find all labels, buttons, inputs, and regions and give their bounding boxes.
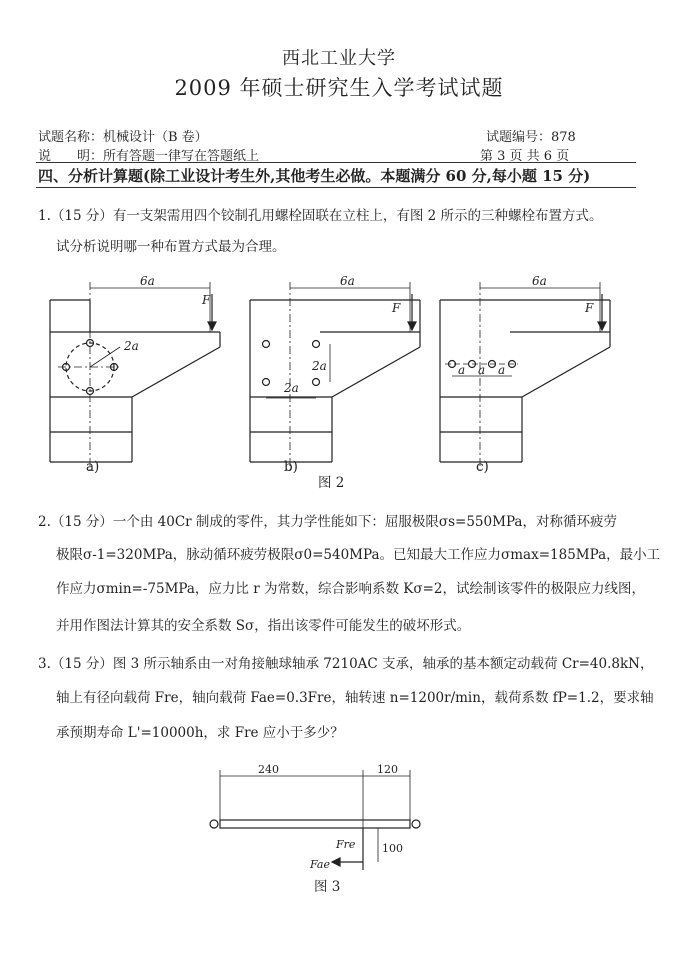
section-rule: [36, 187, 636, 188]
bracket-a: [50, 282, 220, 472]
section-title: 四、分析计算题(除工业设计考生外,其他考生必做。本题满分 60 分,每小题 15 分): [38, 167, 591, 185]
fig-3-dim-240: 240: [258, 763, 279, 776]
fig-a-dim-2a: 2a: [124, 339, 139, 353]
fig-b-dim-2a-vertical: 2a: [312, 359, 327, 373]
fig-3-dim-120: 120: [377, 763, 398, 776]
q3-line-3: 承预期寿命 L'=10000h，求 Fre 应小于多少？: [56, 725, 344, 741]
fig-b-dim-2a-horizontal: 2a: [284, 381, 299, 395]
fig-a-force-F: F: [202, 293, 211, 307]
fig-3-force-Fae: Fae: [310, 858, 330, 871]
q2-line-2: 极限σ-1=320MPa，脉动循环疲劳极限σ0=540MPa。已知最大工作应力σmax=185MPa，最小工: [56, 547, 661, 563]
q3-line-1: 3.（15 分）图 3 所示轴系由一对角接触球轴承 7210AC 支承，轴承的基本额定动载荷 Cr=40.8kN，: [38, 656, 654, 672]
q3-line-2: 轴上有径向载荷 Fre，轴向载荷 Fae=0.3Fre，轴转速 n=1200r/min，载荷系数 fP=1.2，要求轴: [56, 690, 654, 706]
fig-c-dim-a-2: a: [478, 363, 486, 377]
fig-b-force-F: F: [392, 301, 401, 315]
fig-c-dim-a-1: a: [458, 363, 466, 377]
figure-2: [40, 272, 630, 492]
note-label: 说 明：所有答题一律写在答题纸上: [38, 149, 260, 164]
university-name: 西北工业大学: [282, 48, 396, 69]
header-rule: [36, 162, 636, 163]
exam-title: 2009 年硕士研究生入学考试试题: [174, 76, 504, 100]
fig-c-force-F: F: [585, 301, 594, 315]
fig-3-force-Fre: Fre: [336, 838, 356, 851]
fig-c-dim-a-3: a: [498, 363, 506, 377]
q2-line-3: 作应力σmin=-75MPa，应力比 r 为常数，综合影响系数 Kσ=2，试绘制该零件的极限应力线图，: [56, 581, 645, 597]
fig-2-caption: 图 2: [318, 475, 345, 491]
q1-line-1: 1.（15 分）有一支架需用四个铰制孔用螺栓固联在立柱上，有图 2 所示的三种螺栓布置方式。: [38, 208, 603, 224]
fig-a-dim-6a: 6a: [140, 274, 155, 288]
subject-label: 试题名称：机械设计（B 卷）: [38, 130, 208, 145]
fig-b-dim-6a: 6a: [340, 274, 355, 288]
q2-line-1: 2.（15 分）一个由 40Cr 制成的零件，其力学性能如下：屈服极限σs=550MPa，对称循环疲劳: [38, 514, 617, 530]
q2-line-4: 并用作图法计算其的安全系数 Sσ，指出该零件可能发生的破坏形式。: [56, 618, 471, 634]
page-label: 第 3 页 共 6 页: [480, 149, 570, 164]
code-label: 试题编号：878: [486, 130, 576, 145]
q1-line-2: 试分析说明哪一种布置方式最为合理。: [56, 239, 286, 255]
fig-c-dim-6a: 6a: [532, 274, 547, 288]
fig-3-dim-100: 100: [382, 842, 403, 855]
fig-3-caption: 图 3: [314, 879, 341, 895]
fig-a-label: a): [86, 459, 100, 475]
figure-3: [200, 762, 440, 877]
fig-c-label: c): [476, 459, 489, 475]
fig-b-label: b): [284, 459, 298, 475]
